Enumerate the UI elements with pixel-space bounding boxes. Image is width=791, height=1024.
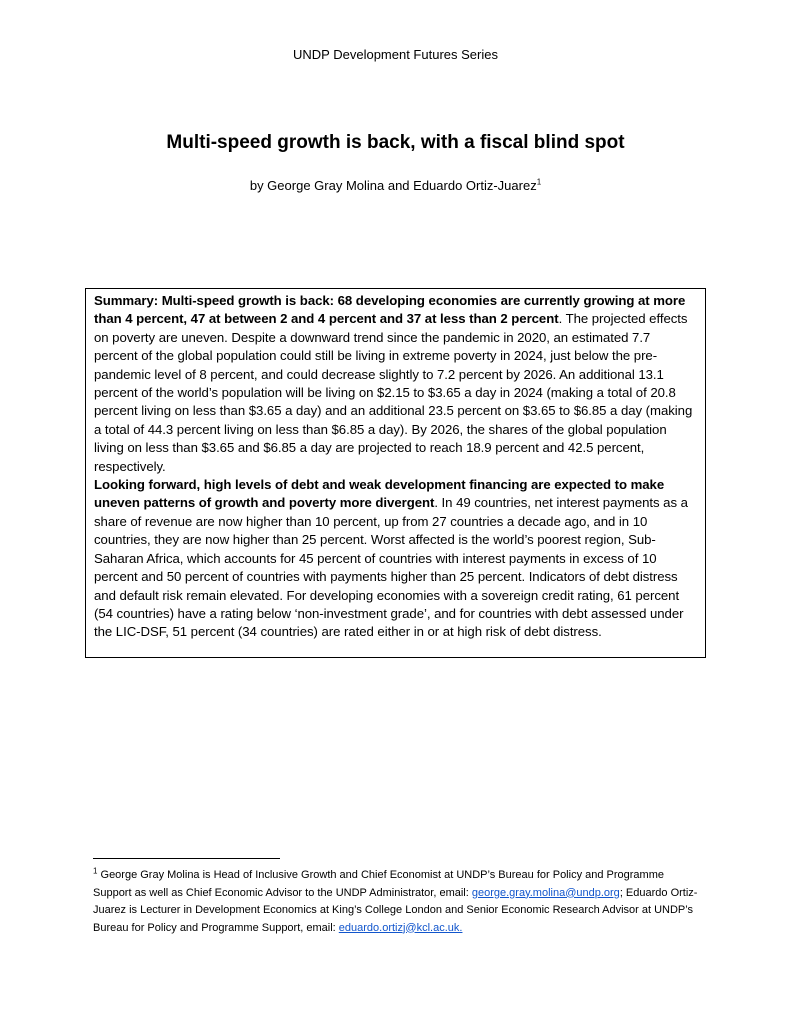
footnote-marker: 1 [93,866,98,876]
summary-p2-text: . In 49 countries, net interest payments as a share of revenue are now higher than 10 percent, up from 27 countries a decade ago, and in 10 countries, they are now higher than 25 percent. Worst affected is the world’s poorest region, Sub-Saharan Africa, which accounts for 45 percent of countries with interest payments in excess of 10 percent and 50 percent of countries with payments higher than 25 percent. Indicators of debt distress and default risk remain elevated. For developing economies with a sovereign credit rating, 61 percent (54 countries) have a rating below ‘non-investment grade’, and for countries with debt assessed under the LIC-DSF, 51 percent (34 countries) are rated either in or at high risk of debt distress. [94,495,688,640]
footnote-text-a: George Gray Molina is Head of Inclusive Growth and Chief Economist at UNDP’s Bureau for Policy and Programme Support as well as Chief Economic Advisor to the UNDP Administrator, email: [93,869,664,899]
byline-text: by George Gray Molina and Eduardo Ortiz-Juarez [249,178,537,193]
email-link-ortiz[interactable]: eduardo.ortizj@kcl.ac.uk. [338,921,463,934]
paper-title: Multi-speed growth is back, with a fiscal blind spot [166,132,625,153]
series-header: UNDP Development Futures Series [293,47,498,62]
summary-box [85,288,706,658]
summary-p2-bold: Looking forward, high levels of debt and weak development financing are expected to make uneven patterns of growth and poverty more divergent [94,477,665,511]
email-link-molina[interactable]: george.gray.molina@undp.org [471,886,620,899]
summary-paragraph-1 [94,292,697,476]
footnote-separator [93,858,280,859]
byline [0,178,791,193]
footnote [93,867,703,937]
footnote-text-b: ; Eduardo Ortiz-Juarez is Lecturer in Development Economics at King’s College London and Senior Economic Research Advisor at UNDP’s Bureau for Policy and Programme Support, email: [93,886,698,934]
summary-p1-bold: Summary: Multi-speed growth is back: 68 developing economies are currently growing at more than 4 percent, 47 at between 2 and 4 percent and 37 at less than 2 percent [94,293,686,327]
byline-footnote-marker[interactable]: 1 [536,177,542,187]
summary-p1-text: . The projected effects on poverty are uneven. Despite a downward trend since the pandemic in 2020, an estimated 7.7 percent of the global population could still be living in extreme poverty in 2024, just below the pre-pandemic level of 8 percent, and could decrease slightly to 7.2 percent by 2026. An additional 13.1 percent of the world’s population will be living on $2.15 to $3.65 a day in 2024 (making a total of 20.8 percent living on less than $3.65 a day) and an additional 23.5 percent on $3.65 to $6.85 a day (making a total of 44.3 percent living on less than $6.85 a day). By 2026, the shares of the global population living on less than $3.65 and $6.85 a day are projected to reach 18.9 percent and 42.5 percent, respectively. [94,311,693,474]
summary-paragraph-2 [94,476,697,642]
